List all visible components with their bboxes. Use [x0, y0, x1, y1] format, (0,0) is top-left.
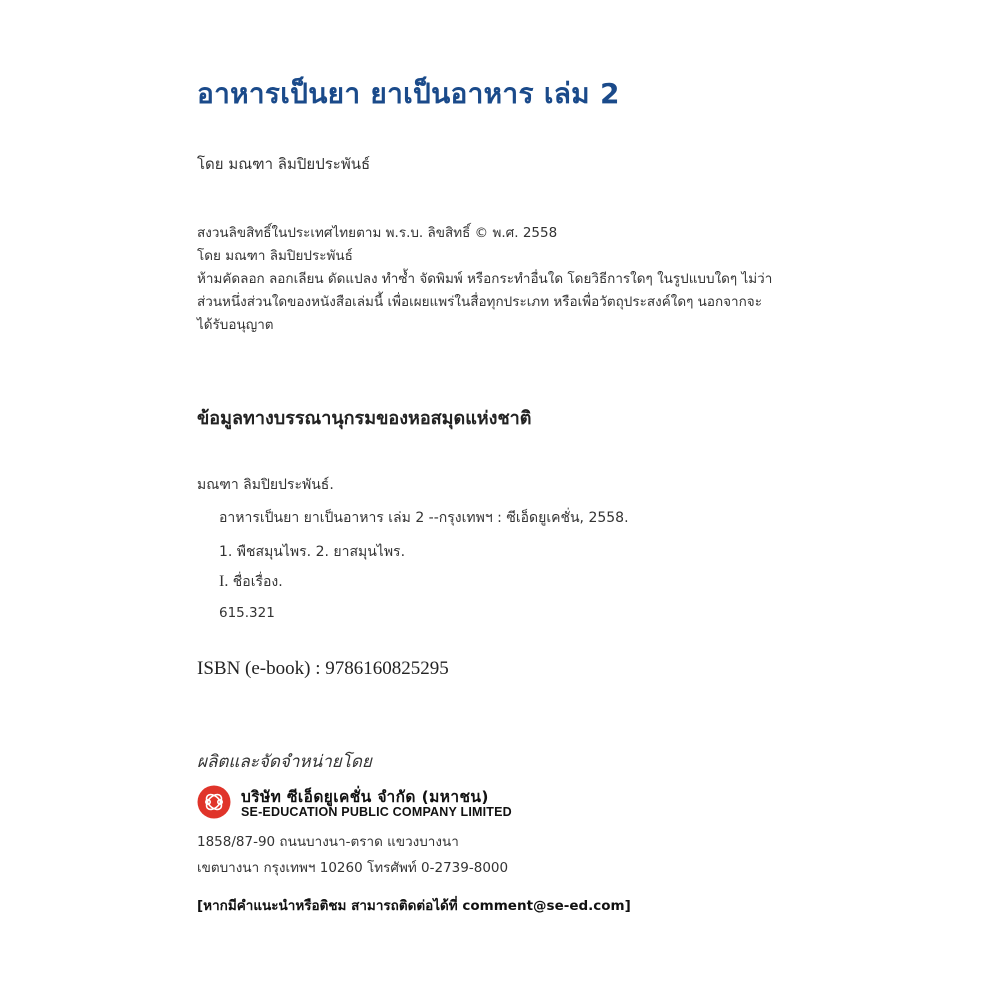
- cip-author: มณฑา ลิมปิยประพันธ์.: [197, 477, 334, 493]
- distributor-label: ผลิตและจัดจำหน่ายโดย: [197, 752, 372, 772]
- feedback-contact: [หากมีคำแนะนำหรือติชม สามารถติดต่อได้ที่ comment@se-ed.com]: [197, 898, 631, 914]
- cip-subjects: 1. พืชสมุนไพร. 2. ยาสมุนไพร.: [219, 544, 406, 560]
- publisher-name-thai: บริษัท ซีเอ็ดยูเคชั่น จำกัด (มหาชน): [241, 788, 489, 806]
- book-title: อาหารเป็นยา ยาเป็นอาหาร เล่ม 2: [197, 77, 620, 110]
- copyright-line: โดย มณฑา ลิมปิยประพันธ์: [197, 248, 353, 264]
- author-byline: โดย มณฑา ลิมปิยประพันธ์: [197, 155, 371, 173]
- roman-numeral: I.: [219, 573, 229, 590]
- copyright-line: ได้รับอนุญาต: [197, 317, 274, 333]
- copyright-line: ส่วนหนึ่งส่วนใดของหนังสือเล่มนี้ เพื่อเผยแพร่ในสื่อทุกประเภท หรือเพื่อวัตถุประสงค์ใดๆ นอกจากจะ: [197, 294, 762, 310]
- copyright-line: สงวนลิขสิทธิ์ในประเทศไทยตาม พ.ร.บ. ลิขสิทธิ์ © พ.ศ. 2558: [197, 225, 558, 241]
- cip-title-heading: [219, 571, 283, 593]
- cip-title-heading-text: ชื่อเรื่อง.: [228, 574, 283, 590]
- publisher-name-english: SE-EDUCATION PUBLIC COMPANY LIMITED: [241, 805, 512, 819]
- se-ed-logo-icon: [197, 785, 231, 819]
- publisher-address-line: เขตบางนา กรุงเทพฯ 10260 โทรศัพท์ 0-2739-8000: [197, 860, 509, 876]
- copyright-notice: [197, 222, 772, 337]
- publisher-address-line: 1858/87-90 ถนนบางนา-ตราด แขวงบางนา: [197, 834, 459, 850]
- cip-classification: 615.321: [219, 605, 275, 621]
- cip-title-entry: อาหารเป็นยา ยาเป็นอาหาร เล่ม 2 --กรุงเทพฯ : ซีเอ็ดยูเคชั่น, 2558.: [219, 510, 629, 526]
- cip-heading: ข้อมูลทางบรรณานุกรมของหอสมุดแห่งชาติ: [197, 408, 532, 429]
- copyright-line: ห้ามคัดลอก ลอกเลียน ดัดแปลง ทำซ้ำ จัดพิมพ์ หรือกระทำอื่นใด โดยวิธีการใดๆ ในรูปแบบใดๆ ไม่ว่า: [197, 271, 773, 287]
- isbn: ISBN (e-book) : 9786160825295: [197, 658, 449, 679]
